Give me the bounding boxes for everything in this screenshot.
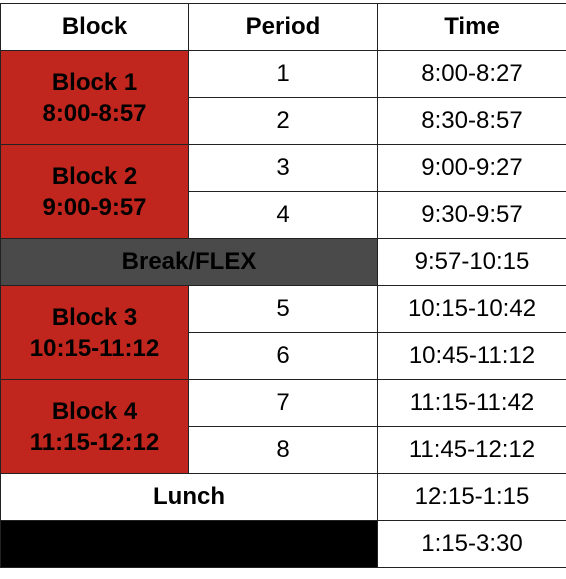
period-time: 11:15-11:42 xyxy=(378,380,566,427)
table-row xyxy=(1,380,566,427)
period-number: 6 xyxy=(189,333,378,380)
async-row xyxy=(1,521,566,568)
period-time: 9:00-9:27 xyxy=(378,145,566,192)
block-2-cell xyxy=(1,145,189,239)
period-time: 11:45-12:12 xyxy=(378,427,566,474)
period-number: 3 xyxy=(189,145,378,192)
period-number: 5 xyxy=(189,286,378,333)
block-3-cell xyxy=(1,286,189,380)
table-row xyxy=(1,145,566,192)
block-4-cell xyxy=(1,380,189,474)
break-row xyxy=(1,239,566,286)
period-number: 1 xyxy=(189,51,378,98)
period-time: 10:45-11:12 xyxy=(378,333,566,380)
block-range: 10:15-11:12 xyxy=(29,334,160,362)
period-time: 8:30-8:57 xyxy=(378,98,566,145)
break-time: 9:57-10:15 xyxy=(378,239,566,286)
block-name: Block 2 xyxy=(51,162,138,190)
period-number: 4 xyxy=(189,192,378,239)
lunch-label: Lunch xyxy=(1,474,378,521)
block-name: Block 4 xyxy=(51,397,138,425)
header-time: Time xyxy=(378,4,566,51)
table-row xyxy=(1,51,566,98)
table-row xyxy=(1,286,566,333)
block-name: Block 1 xyxy=(51,68,138,96)
period-time: 8:00-8:27 xyxy=(378,51,566,98)
header-row xyxy=(1,4,566,51)
header-period: Period xyxy=(189,4,378,51)
period-time: 10:15-10:42 xyxy=(378,286,566,333)
block-1-cell xyxy=(1,51,189,145)
lunch-row xyxy=(1,474,566,521)
period-time: 9:30-9:57 xyxy=(378,192,566,239)
header-block: Block xyxy=(1,4,189,51)
period-number: 8 xyxy=(189,427,378,474)
period-number: 7 xyxy=(189,380,378,427)
block-range: 11:15-12:12 xyxy=(29,428,160,456)
block-name: Block 3 xyxy=(51,303,138,331)
async-time: 1:15-3:30 xyxy=(378,521,566,568)
period-number: 2 xyxy=(189,98,378,145)
schedule-table xyxy=(0,3,566,568)
lunch-time: 12:15-1:15 xyxy=(378,474,566,521)
block-range: 9:00-9:57 xyxy=(42,193,147,221)
break-label: Break/FLEX xyxy=(1,239,378,286)
async-label: Asynchronous Window xyxy=(1,521,378,568)
block-range: 8:00-8:57 xyxy=(42,99,147,127)
